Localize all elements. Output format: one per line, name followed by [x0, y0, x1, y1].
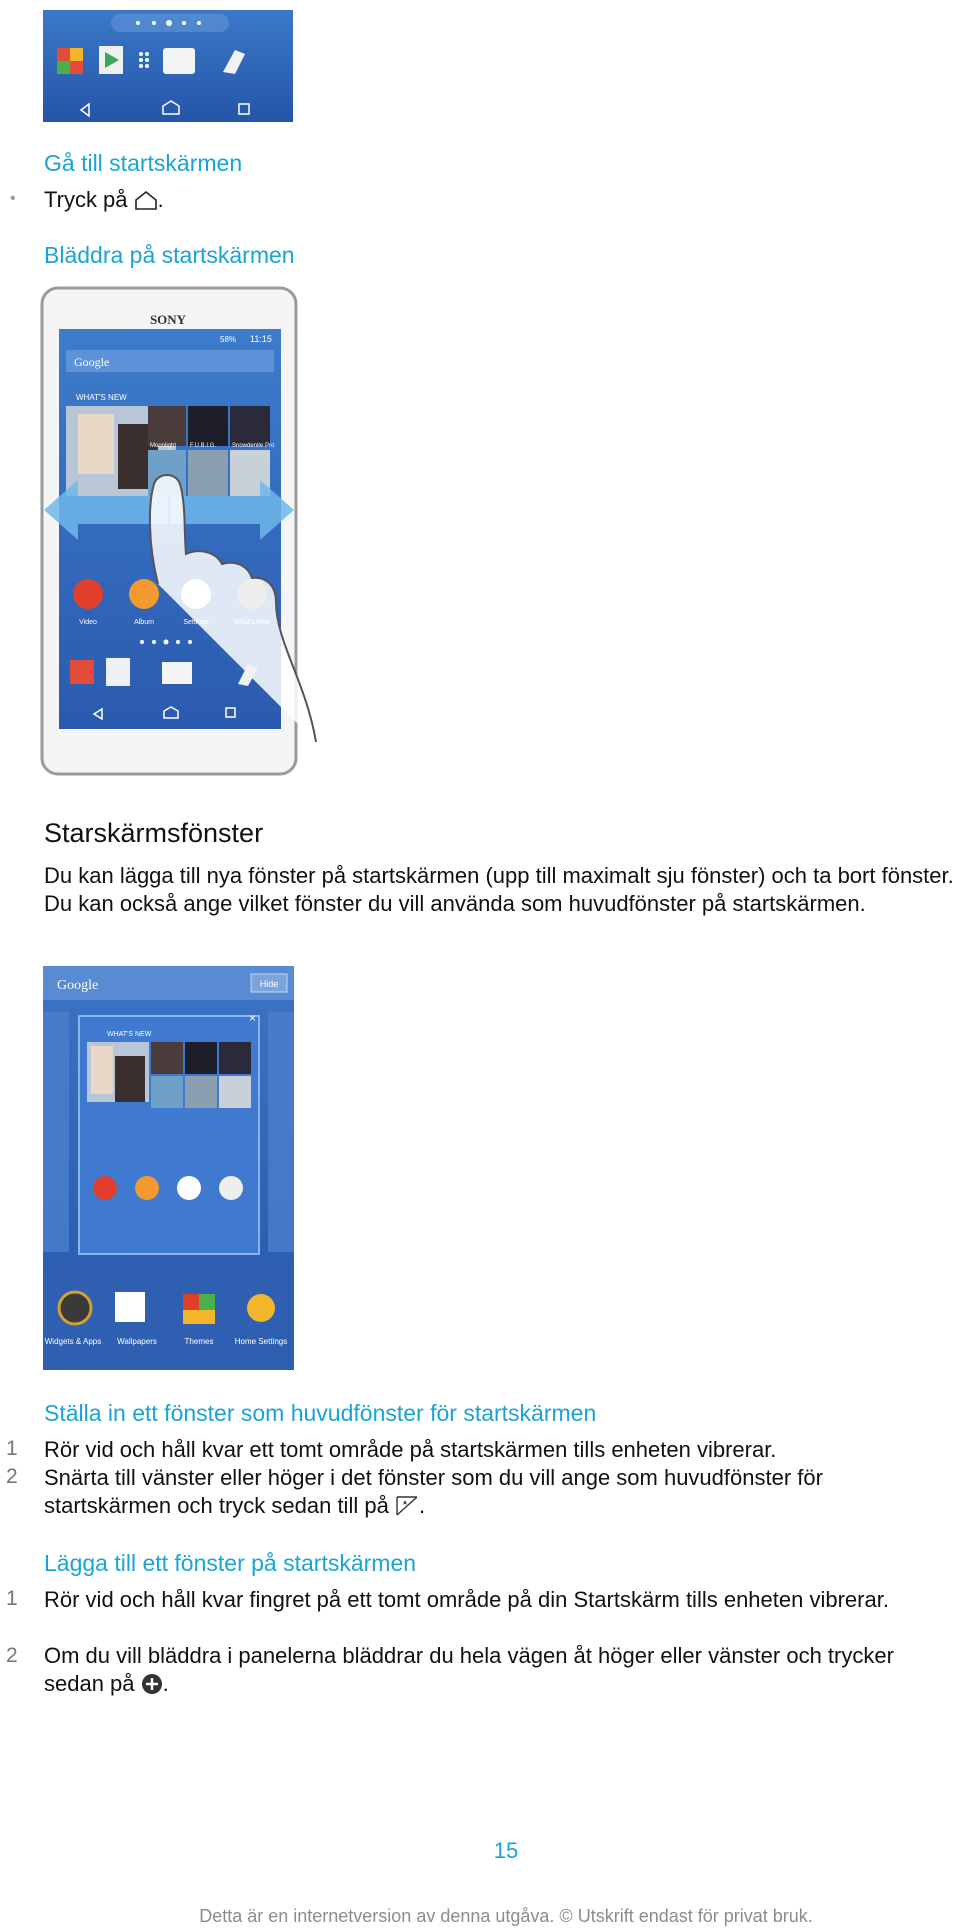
heading-main-pane: Ställa in ett fönster som huvudfönster för startskärmen — [44, 1400, 597, 1426]
bullet-dot: • — [10, 190, 16, 207]
heading-browse: Bläddra på startskärmen — [44, 242, 295, 268]
close-pane-icon[interactable]: × — [249, 1011, 257, 1025]
edit-option-home-settings[interactable]: Home Settings — [234, 1337, 288, 1346]
heading-goto-home: Gå till startskärmen — [44, 150, 243, 176]
phone-battery-text: 58% — [220, 335, 237, 344]
main-step-1-number: 1 — [6, 1437, 18, 1460]
add-step-2 — [44, 1642, 924, 1702]
app-label-video: Video — [79, 619, 97, 626]
edit-mode-illustration — [43, 966, 294, 1370]
page-number: 15 — [493, 1838, 519, 1863]
tile-label-2: F.U.B.I.G. — [190, 443, 217, 449]
tap-home-instruction — [44, 186, 164, 218]
edit-option-widgets[interactable]: Widgets & Apps — [44, 1337, 102, 1346]
phone-swipe-illustration — [38, 284, 388, 784]
app-label-settings: Settings — [183, 619, 209, 626]
tile-label-1: Moonlight — [150, 443, 177, 449]
app-label-whatsnew: What's New — [233, 619, 271, 626]
edit-whats-new: WHAT'S NEW — [107, 1031, 152, 1038]
add-pane-icon — [141, 1673, 163, 1702]
whats-new-text: WHAT'S NEW — [76, 393, 127, 402]
tap-suffix: . — [157, 187, 164, 212]
main-step-1-text: Rör vid och håll kvar ett tomt område på startskärmen tills enheten vibrerar. — [44, 1437, 777, 1462]
edit-option-wallpapers[interactable]: Wallpapers — [117, 1337, 157, 1346]
edit-search-label: Google — [57, 978, 99, 993]
edit-option-themes[interactable]: Themes — [184, 1337, 214, 1346]
add-step-2-text: Om du vill bläddra i panelerna bläddrar du hela vägen åt höger eller vänster och trycker sedan på — [44, 1643, 894, 1696]
section-body: Du kan lägga till nya fönster på startskärmen (upp till maximalt sju fönster) och ta bort fönster. Du kan också ange vilket fönster du vill använda som huvudfönster på startskärmen. — [44, 863, 954, 916]
add-step-1-number: 1 — [6, 1587, 18, 1610]
section-title: Starskärmsfönster — [44, 818, 264, 848]
heading-add-pane: Lägga till ett fönster på startskärmen — [44, 1550, 417, 1576]
main-step-2-text: Snärta till vänster eller höger i det fönster som du vill ange som huvudfönster för startskärmen och tryck sedan till på — [44, 1465, 823, 1518]
footer-note: Detta är en internetversion av denna utgåva. © Utskrift endast för privat bruk. — [199, 1906, 813, 1926]
phone-brand-text: SONY — [149, 312, 187, 327]
app-label-album: Album — [134, 619, 154, 626]
home-icon — [134, 189, 158, 218]
main-step-2-suffix: . — [418, 1493, 426, 1518]
main-step-2-number: 2 — [6, 1465, 18, 1488]
main-step-2 — [44, 1464, 924, 1524]
tile-label-3: Snowdenite Pro — [232, 443, 275, 449]
set-main-pane-icon — [395, 1495, 419, 1524]
add-step-2-number: 2 — [6, 1644, 18, 1667]
search-label-text: Google — [74, 355, 110, 369]
dock-illustration — [43, 10, 293, 122]
phone-time-text: 11:15 — [250, 334, 272, 344]
add-step-2-suffix: . — [162, 1671, 169, 1696]
add-step-1-text: Rör vid och håll kvar fingret på ett tomt område på din Startskärm tills enheten vibrerar. — [44, 1587, 889, 1612]
tap-prefix: Tryck på — [44, 187, 128, 212]
edit-hide-label: Hide — [259, 979, 279, 989]
